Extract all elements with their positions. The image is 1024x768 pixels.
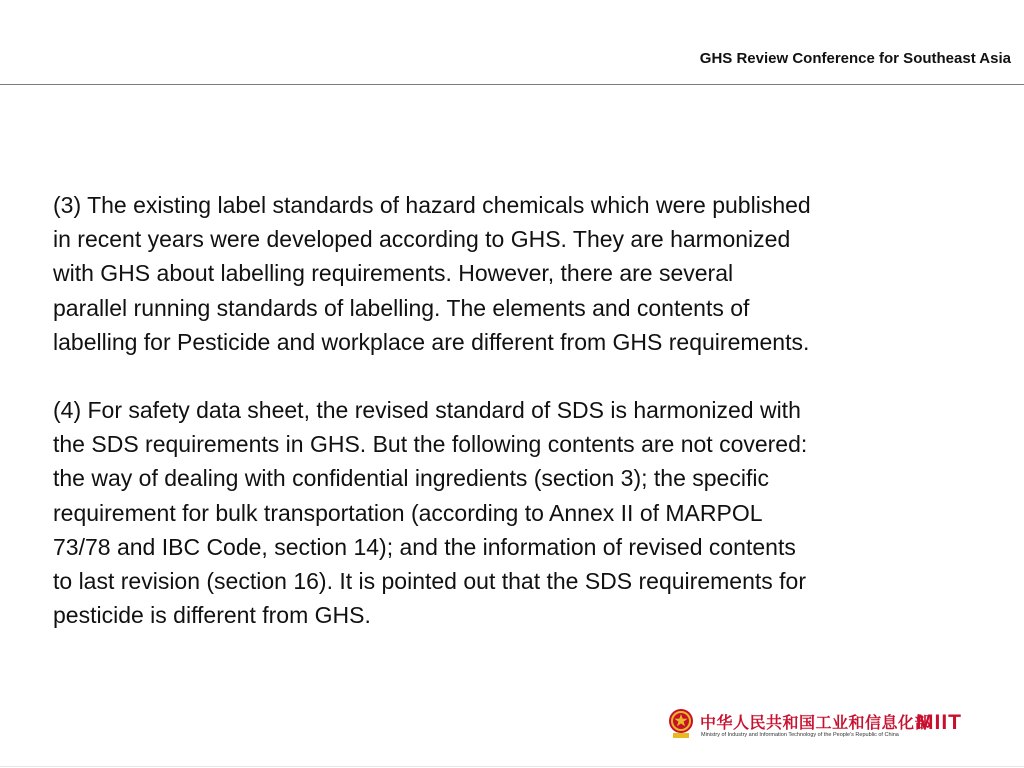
footer-divider — [0, 766, 1024, 767]
slide-body — [53, 188, 1001, 632]
paragraph-labels: (3) The existing label standards of hazard chemicals which were published in recent years were developed according to GHS. They are harmonized with GHS about labelling requirements. However, there are several parallel running standards of labelling. The elements and contents of labelling for Pesticide and workplace are different from GHS requirements. — [53, 192, 811, 355]
page-header-title: GHS Review Conference for Southeast Asia — [699, 50, 1011, 67]
header-divider — [0, 84, 1024, 85]
paragraph-sds: (4) For safety data sheet, the revised standard of SDS is harmonized with the SDS requirements in GHS. But the following contents are not covered: the way of dealing with confidential ingredients (section 3); the specific requirement for bulk transportation (according to Annex II of MARPOL 73/78 and IBC Code, section 14); and the information of revised contents to last revision (section 16). It is pointed out that the SDS requirements for pesticide is different from GHS. — [53, 397, 808, 629]
miit-abbreviation: MIIT — [916, 711, 962, 734]
miit-logo — [664, 706, 984, 746]
org-name-english: Ministry of Industry and Information Technology of the People's Republic of China — [701, 732, 899, 738]
national-emblem-icon — [668, 708, 694, 740]
org-name-chinese: 中华人民共和国工业和信息化部 — [700, 713, 932, 732]
